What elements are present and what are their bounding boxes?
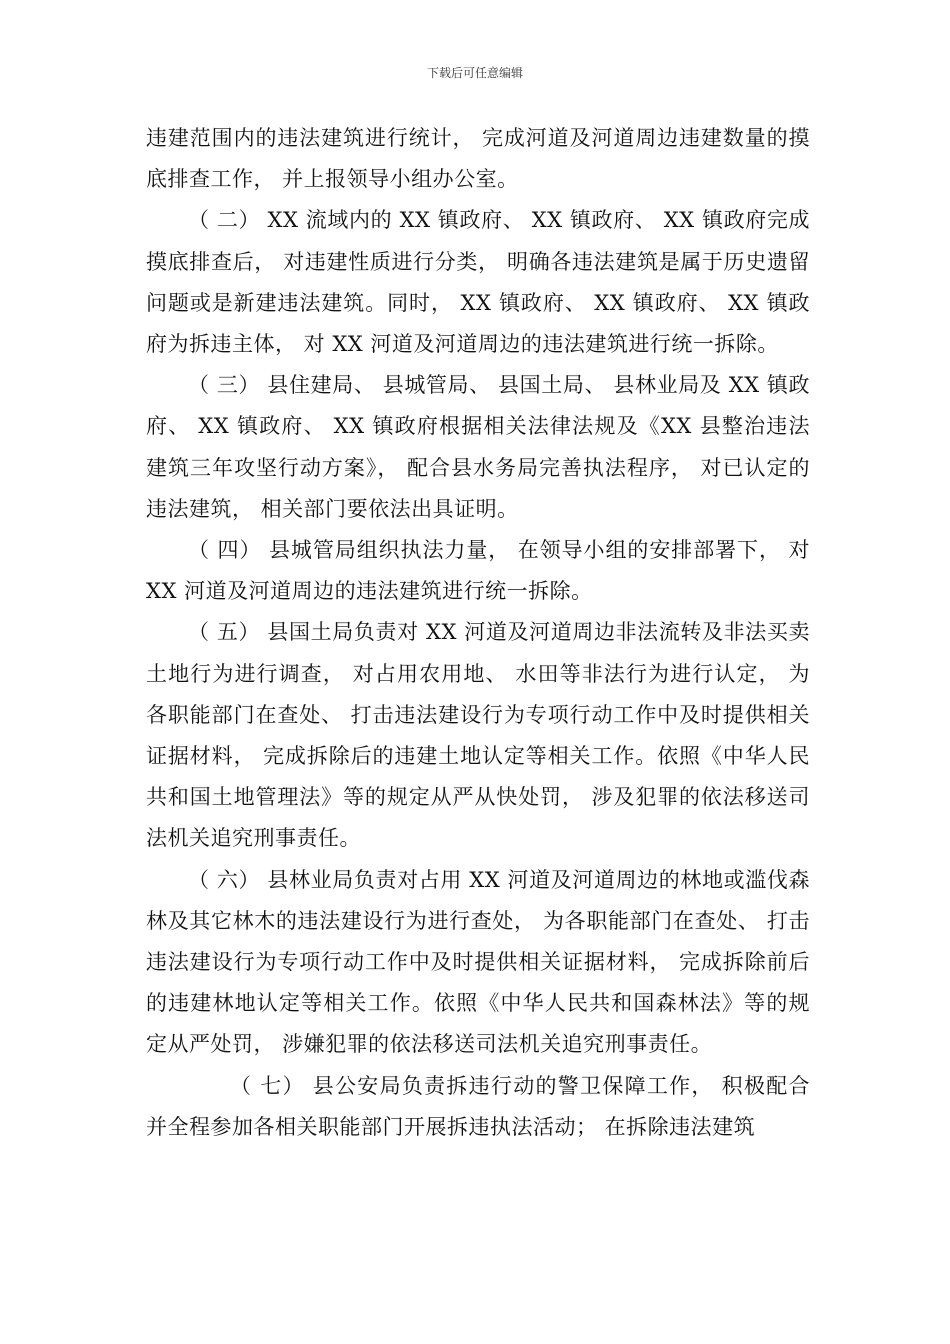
- paragraph-item-6: （ 六） 县林业局负责对占用 XX 河道及河道周边的林地或滥伐森林及其它林木的违法建设行为进行查处， 为各职能部门在查处、 打击违法建设行为专项行动工作中及时提供相关证据材料， 完成拆除前后的违建林地认定等相关工作。依照《中华人民共和国森林法》等的规定从严处罚， 涉嫌犯罪的依法移送司法机关追究刑事责任。: [146, 867, 810, 1057]
- page-header: 下载后可任意编辑: [426, 66, 523, 80]
- paragraph-item-4: （ 四） 县城管局组织执法力量， 在领导小组的安排部署下， 对 XX 河道及河道周边的违法建筑进行统一拆除。: [146, 538, 810, 604]
- document-body: [146, 118, 810, 1148]
- paragraph-continued: 违建范围内的违法建筑进行统计， 完成河道及河道周边违建数量的摸底排查工作， 并上报领导小组办公室。: [146, 126, 810, 192]
- paragraph-item-3: （ 三） 县住建局、 县城管局、 县国土局、 县林业局及 XX 镇政府、 XX 镇政府、 XX 镇政府根据相关法律法规及《XX 县整治违法建筑三年攻坚行动方案》， 配合县水务局完善执法程序， 对已认定的违法建筑， 相关部门要依法出具证明。: [146, 373, 810, 521]
- paragraph-item-5: （ 五） 县国土局负责对 XX 河道及河道周边非法流转及非法买卖土地行为进行调查， 对占用农用地、 水田等非法行为进行认定， 为各职能部门在查处、 打击违法建设行为专项行动工作中及时提供相关证据材料， 完成拆除后的违建土地认定等相关工作。依照《中华人民共和国土地管理法》等的规定从严从快处罚， 涉及犯罪的依法移送司法机关追究刑事责任。: [146, 620, 810, 851]
- paragraph-item-7: （ 七） 县公安局负责拆违行动的警卫保障工作， 积极配合并全程参加各相关职能部门开展拆违执法活动； 在拆除违法建筑: [146, 1073, 810, 1139]
- paragraph-item-2: （ 二） XX 流域内的 XX 镇政府、 XX 镇政府、 XX 镇政府完成摸底排查后， 对违建性质进行分类， 明确各违法建筑是属于历史遗留问题或是新建违法建筑。同时， XX 镇政府、 XX 镇政府、 XX 镇政府为拆违主体， 对 XX 河道及河道周边的违法建筑进行统一拆除。: [146, 208, 810, 357]
